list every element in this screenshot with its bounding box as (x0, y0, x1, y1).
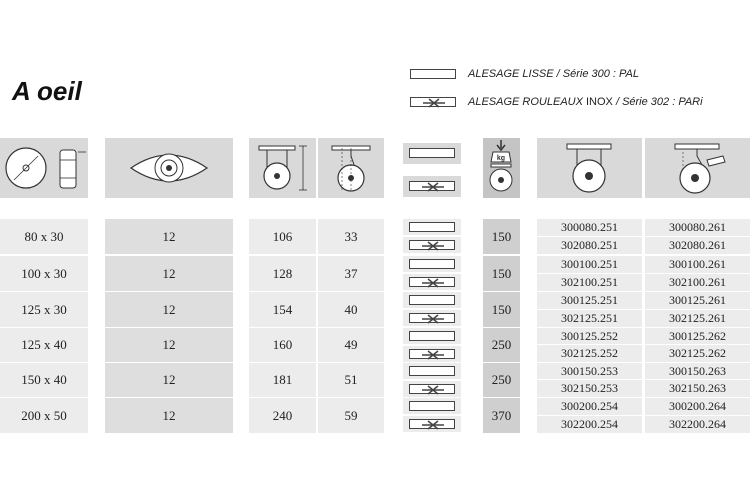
cell-h1: 154 (249, 292, 316, 327)
cell-swivel-lisse: 300200.264 (645, 398, 750, 415)
cell-h1: 128 (249, 256, 316, 291)
cell-size: 100 x 30 (0, 256, 88, 291)
cell-h2: 59 (318, 398, 384, 433)
bore-lisse-icon (409, 331, 455, 341)
cell-swivel-lisse: 300150.263 (645, 363, 750, 379)
cell-h2: 51 (318, 363, 384, 397)
cell-eye: 12 (105, 328, 233, 362)
bore-cell-rouleaux (403, 346, 461, 362)
cell-swivel-roul: 302080.261 (645, 237, 750, 254)
legend-lisse-sep: / (553, 68, 563, 80)
cell-h2: 40 (318, 292, 384, 327)
cell-load: 250 (483, 328, 520, 362)
cell-h1: 240 (249, 398, 316, 433)
cell-fixed-lisse: 300080.251 (537, 219, 642, 236)
bore-lisse-icon (410, 69, 456, 79)
bore-cell-rouleaux (403, 381, 461, 397)
cell-h2: 33 (318, 219, 384, 254)
legend-lisse-main: ALESAGE LISSE (468, 68, 554, 80)
legend-rouleaux-inox: INOX (582, 96, 613, 108)
cell-load: 370 (483, 398, 520, 433)
cell-fixed-lisse: 300125.251 (537, 292, 642, 309)
bore-rouleaux-icon (409, 277, 455, 287)
cell-load: 150 (483, 219, 520, 254)
cell-fixed-roul: 302125.252 (537, 345, 642, 362)
eye-mount-icon (105, 138, 233, 198)
bore-cell-lisse (403, 256, 461, 272)
swivel-caster-offset-icon (318, 138, 384, 198)
bore-cell-rouleaux (403, 310, 461, 326)
cell-swivel-lisse: 300080.261 (645, 219, 750, 236)
swivel-caster-brake-icon (645, 138, 750, 198)
bore-lisse-icon (409, 259, 455, 269)
bore-cell-rouleaux (403, 274, 461, 290)
cell-size: 80 x 30 (0, 219, 88, 254)
bore-rouleaux-icon (410, 97, 456, 107)
cell-swivel-roul: 302125.261 (645, 310, 750, 327)
wheel-diameter-width-icon (0, 138, 88, 198)
legend-rouleaux-sep: / (612, 96, 623, 108)
cell-size: 125 x 30 (0, 292, 88, 327)
bore-cell-rouleaux (403, 237, 461, 253)
cell-h2: 49 (318, 328, 384, 362)
cell-h2: 37 (318, 256, 384, 291)
cell-swivel-lisse: 300125.261 (645, 292, 750, 309)
cell-h1: 181 (249, 363, 316, 397)
bore-rouleaux-icon (409, 349, 455, 359)
bore-lisse-icon (409, 295, 455, 305)
cell-size: 150 x 40 (0, 363, 88, 397)
bore-cell-lisse (403, 292, 461, 308)
cell-fixed-lisse: 300150.253 (537, 363, 642, 379)
cell-swivel-roul: 302150.263 (645, 380, 750, 397)
bore-rouleaux-icon (409, 240, 455, 250)
legend-lisse-serie: Série 300 : PAL (562, 68, 640, 80)
cell-swivel-roul: 302100.261 (645, 274, 750, 291)
cell-eye: 12 (105, 363, 233, 397)
bore-rouleaux-icon (409, 181, 455, 191)
cell-eye: 12 (105, 219, 233, 254)
legend-rouleaux-serie: Série 302 : PARi (622, 96, 703, 108)
cell-h1: 160 (249, 328, 316, 362)
bore-rouleaux-icon (409, 419, 455, 429)
legend-lisse (410, 67, 639, 81)
cell-fixed-roul: 302125.251 (537, 310, 642, 327)
cell-swivel-lisse: 300125.262 (645, 328, 750, 344)
header-bore-rouleaux (403, 176, 461, 197)
legend-rouleaux-main: ALESAGE ROULEAUX (468, 96, 583, 108)
bore-cell-lisse (403, 328, 461, 344)
load-kg-label: kg (496, 155, 506, 162)
cell-fixed-roul: 302080.251 (537, 237, 642, 254)
cell-size: 125 x 40 (0, 328, 88, 362)
cell-load: 250 (483, 363, 520, 397)
load-kg-icon (483, 138, 520, 198)
cell-swivel-roul: 302200.264 (645, 416, 750, 433)
cell-fixed-roul: 302150.253 (537, 380, 642, 397)
cell-eye: 12 (105, 256, 233, 291)
cell-fixed-roul: 302100.251 (537, 274, 642, 291)
bore-lisse-icon (409, 401, 455, 411)
cell-h1: 106 (249, 219, 316, 254)
bore-cell-rouleaux (403, 416, 461, 432)
cell-swivel-lisse: 300100.261 (645, 256, 750, 273)
bore-rouleaux-icon (409, 384, 455, 394)
bore-rouleaux-icon (409, 313, 455, 323)
legend-rouleaux (410, 95, 703, 109)
cell-eye: 12 (105, 398, 233, 433)
bore-cell-lisse (403, 363, 461, 379)
cell-eye: 12 (105, 292, 233, 327)
cell-load: 150 (483, 256, 520, 291)
cell-swivel-roul: 302125.262 (645, 345, 750, 362)
cell-size: 200 x 50 (0, 398, 88, 433)
header-bore-lisse (403, 143, 461, 164)
bore-cell-lisse (403, 219, 461, 235)
cell-load: 150 (483, 292, 520, 327)
cell-fixed-lisse: 300125.252 (537, 328, 642, 344)
fixed-caster-icon (537, 138, 642, 198)
bore-lisse-icon (409, 148, 455, 158)
cell-fixed-lisse: 300200.254 (537, 398, 642, 415)
bore-lisse-icon (409, 222, 455, 232)
cell-fixed-roul: 302200.254 (537, 416, 642, 433)
bore-cell-lisse (403, 398, 461, 414)
cell-fixed-lisse: 300100.251 (537, 256, 642, 273)
page-title: A oeil (12, 76, 82, 106)
bore-lisse-icon (409, 366, 455, 376)
fixed-caster-height-icon (249, 138, 316, 198)
